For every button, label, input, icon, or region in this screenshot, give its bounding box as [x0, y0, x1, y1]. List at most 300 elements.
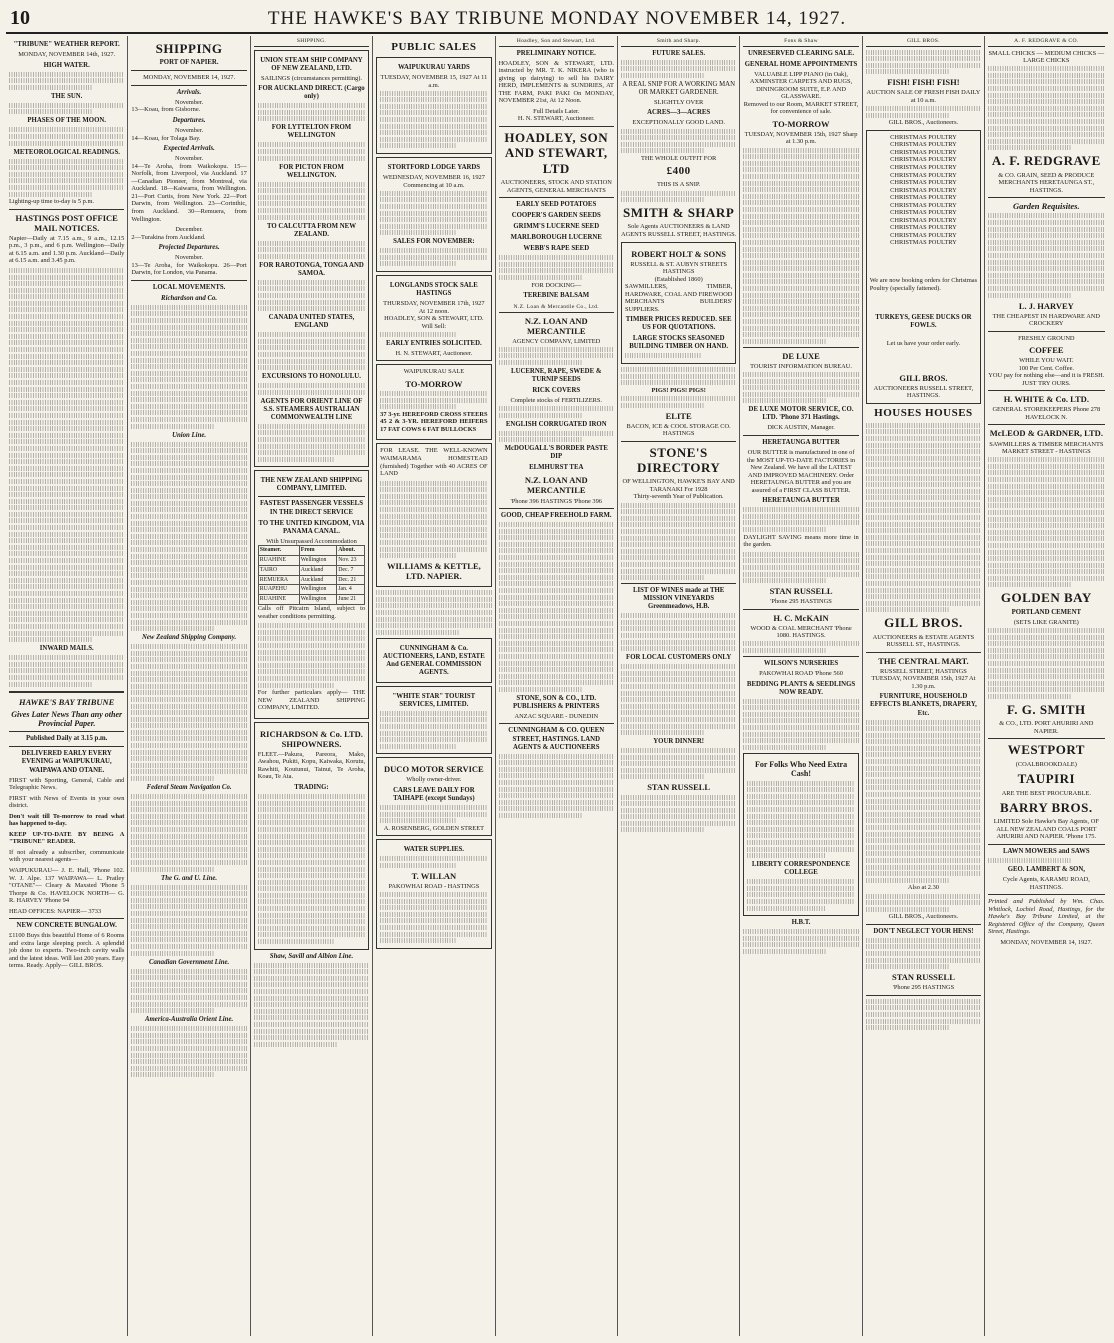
imprint-date: MONDAY, NOVEMBER 14, 1927. — [1000, 938, 1093, 946]
first-sporting: FIRST with Sporting, General, Cable and Telegraphic News. — [9, 776, 125, 792]
williams-kettle: WILLIAMS & KETTLE, LTD. NAPIER. — [386, 561, 481, 582]
agents-list: WAIPUKURAU— J. E. Hall, 'Phone 102. W. J. Alpe. 137 WAIPAWA— L. Pratley "OTANE"— Cleary & Maxsted 'Phone 5 Thorpe & Co. HAVELOCK NORTH— G. R. HARVEY 'Phone 94 — [9, 866, 125, 905]
poultry-line: CHRISTMAS POULTRY — [890, 231, 957, 239]
chicks: SMALL CHICKS — MEDIUM CHICKS — LARGE CHICKS — [988, 49, 1105, 65]
poultry-line: CHRISTMAS POULTRY — [890, 224, 957, 232]
to-calcutta: TO CALCUTTA FROM NEW ZEALAND. — [266, 222, 356, 238]
holt-established: (Established 1860) — [654, 275, 703, 283]
for-docking: FOR DOCKING— — [531, 281, 582, 289]
heretaunga-butter: HERETAUNGA BUTTER — [762, 438, 840, 446]
gill-bros: GILL BROS. — [899, 372, 948, 383]
longlands-date: THURSDAY, NOVEMBER 17th, 1927 At 12 noon. — [383, 300, 485, 315]
willan-ad — [376, 839, 491, 949]
tomorrow-ad — [376, 364, 491, 440]
richardson-heading: Richardson and Co. — [161, 294, 218, 302]
text-block — [499, 754, 614, 818]
hoadley-firm: HOADLEY, SON AND STEWART, LTD — [504, 129, 609, 176]
if-not-subscriber: If not already a subscriber, communicate with your nearest agents— — [9, 848, 125, 864]
first-news: FIRST with News of Events in your own district. — [9, 794, 125, 810]
smith-sharp: SMITH & SHARP — [623, 205, 735, 221]
heretaunga-butter-2: HERETAUNGA BUTTER — [762, 497, 840, 505]
poultry-line: CHRISTMAS POULTRY — [890, 194, 957, 202]
elmhurst-tea: ELMHURST TEA — [529, 464, 584, 472]
port-of-napier: PORT OF NAPIER. — [159, 59, 219, 67]
pay-for-nothing: YOU pay for nothing else—and it is FRESH. — [988, 372, 1105, 380]
poultry-line: CHRISTMAS POULTRY — [890, 133, 957, 141]
best-procurable: ARE THE BEST PROCURABLE. — [1001, 789, 1091, 797]
poultry-line: CHRISTMAS POULTRY — [890, 164, 957, 171]
tourist-bureau: TOURIST INFORMATION BUREAU. — [750, 362, 852, 370]
nzsc-name: THE NEW ZEALAND SHIPPING COMPANY, LIMITED. — [260, 477, 363, 493]
text-block — [380, 805, 487, 823]
text-block — [254, 963, 369, 1047]
sets-like-granite: (SETS LIKE GRANITE) — [1013, 618, 1079, 626]
stan-russell-phone: 'Phone 295 HASTINGS — [892, 984, 955, 992]
stan-russell-phone: 'Phone 295 HASTINGS — [770, 598, 832, 606]
stones-year: Thirty-seventh Year of Publication. — [633, 493, 724, 501]
waipukurau-date: TUESDAY, NOVEMBER 15, 1927 At 11 a.m. — [380, 73, 488, 89]
large-stocks: LARGE STOCKS SEASONED BUILDING TIMBER ON HAND. — [629, 335, 729, 351]
stortford-yards: STORTFORD LODGE YARDS — [387, 164, 481, 172]
golden-bay: GOLDEN BAY — [1000, 590, 1092, 606]
newspaper-title: THE HAWKE'S BAY TRIBUNE MONDAY NOVEMBER 14, 1927. — [267, 7, 847, 29]
text-block — [743, 552, 858, 583]
text-block — [131, 305, 246, 429]
projected-month: November. — [174, 254, 204, 262]
column-heading: Smith and Sharp. — [621, 38, 736, 47]
gill-bros-sub: AUCTIONEERS RUSSELL STREET, HASTINGS. — [873, 384, 974, 400]
holt-ad — [621, 242, 736, 365]
text-block — [621, 664, 736, 735]
expected-month: November. — [174, 155, 204, 163]
slightly-over: SLIGHTLY OVER — [653, 98, 704, 106]
seed-item: MARLBOROUGH LUCERNE — [510, 234, 602, 242]
seed-item: EARLY SEED POTATOES — [516, 201, 597, 209]
redgrave-sub: & CO. GRAIN, SEED & PRODUCE MERCHANTS HERETAUNGA ST., HASTINGS. — [998, 171, 1095, 194]
terebine-balsam: TEREBINE BALSAM — [523, 292, 590, 300]
waipukurau-yards: WAIPUKURAU YARDS — [397, 63, 470, 71]
tomorrow: TO-MORROW — [405, 379, 463, 389]
text-block — [621, 795, 736, 833]
longlands-agents: HOADLEY, SON & STEWART, LTD. Will Sell: — [384, 315, 484, 330]
column-heading: GILL BROS. — [866, 38, 981, 47]
poultry-line: CHRISTMAS POULTRY — [890, 179, 957, 187]
dont-wait: Don't wait till To-morrow to read what has happened to-day. — [9, 812, 125, 828]
poultry-line: CHRISTMAS POULTRY — [890, 148, 957, 156]
cars-leave: CARS LEAVE DAILY FOR TAIHAPE (except Sundays) — [393, 786, 475, 802]
trading: TRADING: — [294, 783, 329, 791]
text-block — [380, 248, 487, 266]
moon-phases: PHASES OF THE MOON. — [27, 117, 106, 125]
good-land: EXCEPTIONALLY GOOD LAND. — [632, 119, 725, 127]
departures: Departures. — [172, 117, 206, 124]
poultry-line: CHRISTMAS POULTRY — [890, 209, 957, 217]
column-7 — [740, 36, 862, 1336]
richardson-ad — [254, 722, 369, 950]
text-block — [9, 159, 124, 197]
seed-item: COOPER'S GARDEN SEEDS — [511, 212, 601, 220]
stones-directory: STONE'S DIRECTORY — [637, 444, 721, 476]
pakowhai-road: PAKOWHAI ROAD 'Phone 560 — [759, 669, 843, 677]
holt-name: ROBERT HOLT & SONS — [631, 248, 727, 259]
column-2 — [128, 36, 250, 1336]
column-5 — [496, 36, 618, 1336]
text-block — [988, 66, 1104, 150]
text-block — [131, 885, 246, 956]
inward-mails: INWARD MAILS. — [39, 645, 94, 653]
duco-ad — [376, 757, 491, 836]
rick-covers: RICK COVERS — [532, 387, 581, 395]
lambert-sub: Cycle Agents, KARAMU ROAD, HASTINGS. — [1002, 876, 1090, 891]
table-row: RUAPEHU Wellington Jan. 4 — [258, 585, 364, 595]
snip-2: THIS IS A SNIP. — [656, 181, 701, 189]
text-block — [499, 431, 614, 443]
whole-outfit: THE WHOLE OUTFIT FOR — [641, 154, 717, 162]
holt-body: SAWMILLERS, TIMBER, HARDWARE, COAL AND FIREWOOD MERCHANTS BUILDERS' SUPPLIERS. — [624, 283, 733, 313]
lawn-mowers: LAWN MOWERS and SAWS — [1002, 848, 1090, 856]
liberty-college: LIBERTY CORRESPONDENCE COLLEGE — [751, 861, 851, 877]
water-supplies: WATER SUPPLIES. — [403, 846, 465, 854]
mckain: H. C. McKAIN — [773, 612, 829, 623]
bedding-plants: BEDDING PLANTS & SEEDLINGS NOW READY. — [746, 680, 856, 696]
barry-sub: LIMITED Sole Hawke's Bay Agents, OF ALL NEW ZEALAND COALS PORT AHURIRI AND NAPIER. 'Phone 175. — [993, 818, 1099, 841]
further-particulars: For further particulars apply— THE NEW ZEALAND SHIPPING COMPANY, LIMITED. — [257, 689, 366, 712]
freehold-farm: GOOD, CHEAP FREEHOLD FARM. — [500, 512, 612, 520]
butter-body: OUR BUTTER is manufactured in one of the MOST UP-TO-DATE FACTORIES in New Zealand. We have all the LATEST AND IMPROVED MACHINERY. Order HERETAUNGA BUTTER and you are assured of a FIRST CLASS BUTTER. — [746, 448, 856, 494]
preliminary-notice: PRELIMINARY NOTICE. — [516, 49, 596, 57]
text-block — [131, 442, 246, 632]
central-mart-date: TUESDAY, NOVEMBER 15th, 1927 At 1.30 p.m. — [871, 675, 976, 690]
waipukurau-sale: WAIPUKURAU SALE — [403, 368, 465, 376]
nzloan-name-2: N.Z. LOAN AND MERCANTILE — [524, 475, 588, 496]
redgrave: A. F. REDGRAVE — [991, 153, 1101, 169]
text-block — [258, 383, 365, 395]
poultry-line: CHRISTMAS POULTRY — [890, 156, 957, 164]
while-you-wait: WHILE YOU WAIT. — [1019, 357, 1074, 365]
order-early: Let us have your order early. — [886, 340, 961, 348]
text-block — [131, 644, 246, 781]
text-block — [743, 507, 858, 532]
neglect-hens: DON'T NEGLECT YOUR HENS! — [873, 927, 974, 935]
coalbrookdale: (COALBROOKDALE) — [1015, 760, 1077, 768]
text-block — [9, 268, 124, 642]
text-block — [258, 424, 365, 462]
text-block — [9, 103, 124, 115]
expected-list: 14—Te Aroha, from Waikokopu. 15—Norfolk, from Liverpool, via Auckland. 17—Canadian Pioneer, from Montreal, via Auckland. 18—Kaiwarra, from Wellington. 21—Port Curtis, from New York. 22—Port Darwin, from Wellington. 23—Corinthic, from Auckland. 30—Remuera, from Wellington. — [131, 162, 247, 223]
pure-coffee: 100 Per Cent. Coffee. — [1018, 364, 1075, 372]
text-block — [380, 91, 487, 149]
de-luxe: DE LUXE — [782, 350, 820, 361]
h-white: H. WHITE & Co. LTD. — [1003, 394, 1089, 405]
freshly-ground: FRESHLY GROUND — [1018, 334, 1075, 342]
text-block — [499, 522, 614, 692]
also-at: Also at 2.30 — [907, 884, 939, 892]
december-1: 2—Turakina from Auckland. — [131, 233, 206, 241]
stewart-auctioneer: H. N. STEWART, Auctioneer. — [517, 115, 595, 123]
text-block — [866, 894, 981, 912]
column-3 — [251, 36, 373, 1336]
mckain-sub: WOOD & COAL MERCHANT 'Phone 1080. HASTINGS. — [750, 624, 852, 640]
text-block — [258, 332, 365, 370]
text-block — [866, 106, 981, 118]
text-block — [376, 590, 491, 635]
text-block — [258, 794, 365, 944]
arrival-1: 13—Koau, from Gisborne. — [131, 106, 201, 114]
cunningham-2: CUNNINGHAM & CO. QUEEN STREET, HASTINGS. LAND AGENTS & AUCTIONEERS — [508, 727, 605, 751]
tribune-sub: Gives Later News Than any other Provincial Paper. — [11, 709, 123, 729]
text-block — [258, 142, 365, 160]
text-block — [258, 241, 365, 259]
sales-november: SALES FOR NOVEMBER: — [393, 238, 475, 246]
lucerne-seeds: LUCERNE, RAPE, SWEDE & TURNIP SEEDS — [511, 368, 602, 384]
text-block — [747, 781, 854, 859]
whitestar-ad — [376, 686, 491, 755]
stones-directory-sub: OF WELLINGTON, HAWKE'S BAY AND TARANAKI For 1928 — [622, 478, 735, 493]
real-snip: A REAL SNIP FOR A WORKING MAN OR MARKET GARDENER. — [622, 80, 735, 96]
mcleod-gardner: McLEOD & GARDNER, LTD. — [989, 428, 1103, 439]
text-block — [743, 148, 858, 344]
column-9 — [985, 36, 1107, 1336]
lighting-up: Lighting-up time to-day is 5 p.m. — [9, 198, 95, 206]
column-6 — [618, 36, 740, 1336]
duco-proprietor: A. ROSENBERG, GOLDEN STREET — [383, 824, 485, 832]
text-block — [499, 406, 614, 418]
unsurpassed: With Unsurpassed Accommodation — [266, 537, 357, 545]
daylight-saving: DAYLIGHT SAVING means more time in the garden. — [743, 533, 859, 549]
fish: FISH! FISH! FISH! — [887, 77, 960, 88]
nzloan-phone: 'Phone 396 HASTINGS 'Phone 396 — [510, 497, 602, 505]
table-row: RUAHINE Wellington Nov. 23 — [258, 555, 364, 565]
anzac-square: ANZAC SQUARE - DUNEDIN — [514, 712, 599, 720]
try-ours: JUST TRY OURS. — [1022, 379, 1071, 387]
poultry-line: CHRISTMAS POULTRY — [890, 239, 957, 247]
nzloan-name: N.Z. LOAN AND MERCANTILE — [524, 315, 588, 336]
text-block — [621, 613, 736, 651]
text-block — [621, 60, 736, 78]
turkeys-geese: TURKEYS, GEESE DUCKS OR FOWLS. — [875, 314, 972, 330]
barry-bros: BARRY BROS. — [999, 800, 1093, 816]
page-number: 10 — [10, 7, 30, 30]
hoadley-sub: AUCTIONEERS, STOCK AND STATION AGENTS, GENERAL MERCHANTS — [500, 178, 612, 194]
longlands-ad — [376, 275, 491, 361]
stock-list: 37 3-yr. HEREFORD CROSS STEERS 45 2 & 3-YR. HEREFORD HEIFERS 17 FAT COWS 6 FAT BULLOCKS — [380, 410, 488, 433]
arrivals: Arrivals. — [176, 88, 202, 96]
orient-line: AGENTS FOR ORIENT LINE OF S.S. STEAMERS AUSTRALIAN COMMONWEALTH LINE — [260, 397, 363, 421]
text-block — [380, 191, 487, 236]
harvey-sub: THE CHEAPEST IN HARDWARE AND CROCKERY — [992, 312, 1101, 328]
lambert: GEO. LAMBERT & SON, — [1007, 866, 1085, 874]
column-heading: A. F. REDGRAVE & CO. — [988, 38, 1104, 47]
for-picton: FOR PICTON FROM WELLINGTON. — [279, 163, 344, 179]
text-block — [380, 391, 487, 409]
stortford-ad — [376, 157, 491, 272]
text-block — [380, 481, 487, 559]
canadian-line: Canadian Government Line. — [148, 958, 230, 966]
taupiri: TAUPIRI — [1017, 771, 1076, 787]
poultry-ad — [866, 130, 981, 404]
text-block — [621, 191, 736, 203]
december: December. — [175, 226, 203, 234]
list-of-wines: LIST OF WINES made at THE MISSION VINEYARDS Greenmeadows, H.B. — [632, 587, 725, 611]
early-entries: EARLY ENTRIES SOLICITED. — [386, 339, 482, 347]
future-sales: FUTURE SALES. — [652, 49, 706, 57]
arrivals-month: November. — [174, 98, 204, 106]
local-movements: LOCAL MOVEMENTS. — [152, 283, 226, 291]
clearing-sale: UNRESERVED CLEARING SALE. — [747, 49, 855, 57]
text-block — [258, 280, 365, 311]
table-header: Steamer. — [258, 546, 299, 556]
stewart-auctioneer: H. N. STEWART, Auctioneer. — [395, 349, 473, 357]
lease-notice: FOR LEASE. THE WELL-KNOWN WAIMARAMA HOMESTEAD (furnished) Together with 40 ACRES OF LAND — [380, 447, 488, 478]
willan-address: PAKOWHAI ROAD - HASTINGS — [388, 882, 480, 890]
table-row: RUAHINE Wellington June 21 — [258, 595, 364, 605]
masthead — [6, 6, 1108, 34]
table-header: From — [299, 546, 336, 556]
pitcairn-calls: Calls off Pitcairn Island, subject to weather conditions permitting. — [257, 605, 366, 620]
america-line: America-Australia Orient Line. — [144, 1016, 234, 1024]
stan-russell: STAN RUSSELL — [891, 972, 955, 983]
furniture: FURNITURE, HOUSEHOLD EFFECTS BLANKETS, DRAPERY, Etc. — [870, 693, 977, 717]
union-line: Union Line. — [172, 431, 207, 439]
text-block — [866, 938, 981, 969]
column-8 — [863, 36, 985, 1336]
coffee: COFFEE — [1029, 345, 1064, 356]
duco-name: DUCO MOTOR SERVICE — [384, 764, 484, 775]
union-company: UNION STEAM SHIP COMPANY OF NEW ZEALAND, LTD. — [260, 56, 363, 72]
page-columns — [6, 36, 1108, 1336]
federal-steam: Federal Steam Navigation Co. — [146, 784, 232, 792]
for-rarotonga: FOR RAROTONGA, TONGA AND SAMOA. — [259, 261, 364, 277]
central-mart: THE CENTRAL MART. — [878, 655, 969, 666]
stan-russell: STAN RUSSELL — [647, 782, 711, 793]
post-office-body: Napier—Daily at 7.15 a.m., 9 a.m., 12.15 p.m., 3 p.m., and 6 p.m. Wellington—Daily at 6.15 a.m. and 1.30 p.m. Auckland—Daily at 6.15 a.m. and 3.45 p.m. — [9, 234, 125, 265]
the-sun: THE SUN. — [51, 92, 83, 100]
text-block — [380, 892, 487, 943]
gill-bros-2: GILL BROS. — [884, 615, 963, 631]
extra-cash-ad — [743, 753, 858, 916]
sailing-table — [258, 545, 365, 605]
column-4 — [373, 36, 495, 1336]
your-dinner: YOUR DINNER! — [653, 738, 705, 746]
duco-sub: Wholly owner-driver. — [406, 776, 462, 784]
head-offices: HEAD OFFICES: NAPIER— 3733 — [9, 907, 102, 915]
text-block — [9, 127, 124, 145]
union-ad — [254, 50, 369, 468]
table-header: About. — [337, 546, 365, 556]
home-appointments: GENERAL HOME APPOINTMENTS — [744, 60, 858, 68]
text-block — [621, 396, 736, 408]
text-block — [866, 999, 981, 1030]
nzloan-heading: N.Z. Loan & Mercantile Co., Ltd. — [499, 304, 614, 313]
projected-departures: Projected Departures. — [158, 244, 220, 252]
poultry-line: CHRISTMAS POULTRY — [890, 216, 957, 224]
pigs: PIGS! PIGS! PIGS! — [651, 386, 706, 394]
met-readings: METEOROLOGICAL READINGS. — [13, 148, 120, 156]
mcdougall-dip: McDOUGALL'S BORDER PASTE DIP — [504, 445, 608, 461]
portland-cement: PORTLAND CEMENT — [1011, 608, 1082, 616]
willan-name: T. WILLAN — [411, 870, 457, 881]
delivered: DELIVERED EARLY EVERY EVENING at WAIPUKURAU, WAIPAWA AND OTANE. — [21, 750, 112, 774]
fish-auction: AUCTION SALE OF FRESH FISH DAILY at 10 a.m. — [866, 89, 981, 104]
weather-date: MONDAY, NOVEMBER 14th, 1927. — [18, 51, 116, 59]
timber-prices: TIMBER PRICES REDUCED. SEE US FOR QUOTATIONS. — [625, 316, 732, 332]
fastest-vessels: FASTEST PASSENGER VESSELS IN THE DIRECT SERVICE — [259, 500, 363, 516]
projected-list: 13—Te Aroha, for Waikokopu. 26—Port Darwin, for London, via Panama. — [131, 261, 247, 277]
garden-requisites: Garden Requisites. — [1013, 201, 1080, 212]
hbt: H.B.T. — [791, 919, 811, 927]
houses-heading: HOUSES HOUSES — [874, 406, 973, 419]
elite: ELITE — [665, 410, 692, 421]
h-white-sub: GENERAL STOREKEEPERS Phone 278 HAVELOCK N. — [992, 406, 1101, 421]
text-block — [988, 628, 1104, 699]
text-block — [621, 748, 736, 779]
elite-sub: BACON, ICE & COOL STORAGE CO. HASTINGS — [626, 422, 731, 438]
acres: ACRES—3—ACRES — [647, 109, 711, 117]
text-block — [866, 720, 981, 883]
longlands-yards: LONGLANDS STOCK SALE HASTINGS — [389, 282, 478, 298]
bungalow-body: £1100 Buys this beautiful Home of 6 Rooms and extra large sleeping porch. A splendid job done to experts. Two-inch cavity walls and the latest ideas. Will last 200 years. Easy terms. Ready. Apply— GILL BROS. — [9, 932, 125, 970]
corrugated-iron: ENGLISH CORRUGATED IRON — [505, 420, 607, 428]
tribune-title: HAWKE'S BAY TRIBUNE — [19, 696, 115, 707]
departures-month: November. — [174, 127, 204, 135]
full-details: Full Details Later. — [533, 107, 580, 115]
poultry-line: CHRISTMAS POULTRY — [890, 186, 957, 194]
text-block — [621, 129, 736, 154]
waipukurau-ad — [376, 57, 491, 154]
stan-russell: STAN RUSSELL — [769, 586, 833, 597]
wilsons-nurseries: WILSON'S NURSERIES — [763, 659, 839, 667]
bungalow-title: NEW CONCRETE BUNGALOW. — [16, 922, 117, 930]
extra-cash: For Folks Who Need Extra Cash! — [754, 759, 848, 779]
cunningham-ad — [376, 638, 491, 683]
canada-us-england: CANADA UNITED STATES, ENGLAND — [268, 314, 355, 330]
lease-ad — [376, 443, 491, 587]
deluxe-motor: DE LUXE MOTOR SERVICE, CO. LTD. 'Phone 371 Hastings. — [748, 406, 854, 422]
keep-up: KEEP UP-TO-DATE BY BEING A "TRIBUNE" READER. — [9, 830, 125, 846]
fg-smith: F. G. SMITH — [1006, 701, 1086, 717]
gill-auctioneers: GILL BROS., Auctioneers. — [888, 119, 959, 127]
seed-item: WEBB'S RAPE SEED — [523, 245, 590, 253]
text-block — [743, 372, 858, 403]
text-block — [380, 332, 487, 337]
for-lyttelton: FOR LYTTELTON FROM WELLINGTON — [271, 124, 352, 140]
richardson-name: RICHARDSON & Co. LTD. SHIPOWNERS. — [260, 728, 363, 749]
harvey: L. J. HARVEY — [1018, 300, 1074, 311]
text-block — [988, 457, 1104, 587]
stone-son: STONE, SON & CO., LTD. PUBLISHERS & PRINTERS — [513, 694, 600, 710]
shipping-title: SHIPPING — [155, 41, 223, 56]
text-block — [499, 255, 614, 280]
column-heading: SHIPPING. — [254, 38, 369, 47]
text-block — [621, 503, 736, 581]
column-heading: Hoadley, Son and Stewart, Ltd. — [499, 38, 614, 47]
text-block — [258, 182, 365, 220]
published-daily: Published Daily at 3.15 p.m. — [26, 735, 108, 743]
dick-austin: DICK AUSTIN, Manager. — [767, 424, 835, 432]
valuable-piano: VALUABLE LIPP PIANO (in Oak), AXMINSTER CARPETS AND RUGS, DININGROOM SUITE, E.P. AND GLASSWARE. — [749, 70, 853, 101]
text-block — [747, 879, 854, 910]
text-block — [621, 367, 736, 385]
shaw-savill: Shaw, Savill and Albion Line. — [269, 952, 354, 960]
table-row: REMUERA Auckland Dec. 21 — [258, 575, 364, 585]
text-block — [988, 213, 1104, 297]
text-block — [988, 858, 1104, 863]
poultry-line: CHRISTMAS POULTRY — [890, 201, 957, 209]
text-block — [743, 699, 858, 750]
text-block — [866, 50, 981, 75]
to-uk: TO THE UNITED KINGDOM, VIA PANAMA CANAL. — [258, 519, 365, 535]
text-block — [743, 641, 858, 653]
